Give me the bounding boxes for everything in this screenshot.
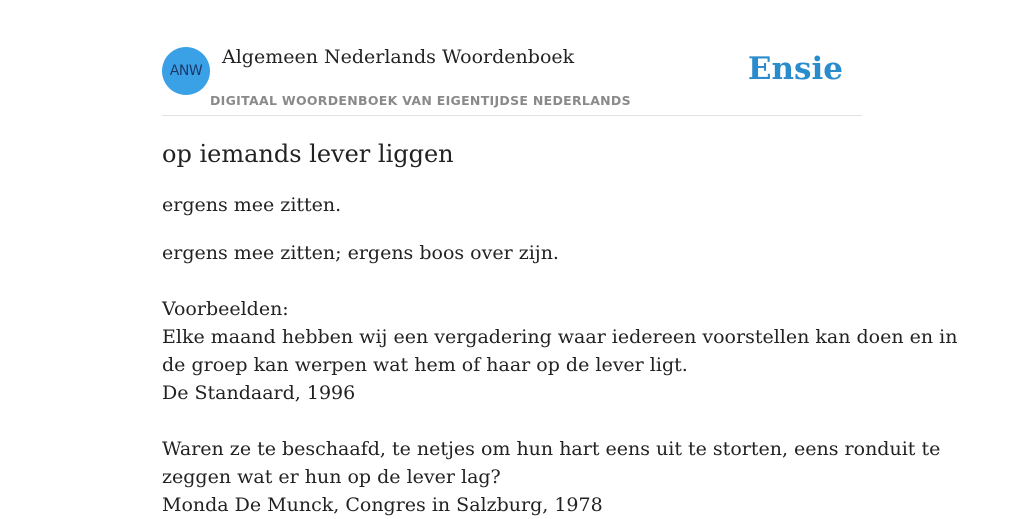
site-subtitle: DIGITAAL WOORDENBOEK VAN EIGENTIJDSE NEDERLANDS [210,93,631,108]
definition-text: ergens mee zitten; ergens boos over zijn. [162,242,559,264]
entry-body [162,239,958,519]
example-1-line-2: de groep kan werpen wat hem of haar op de lever ligt. [162,354,688,376]
short-definition: ergens mee zitten. [162,194,342,216]
example-1-line-1: Elke maand hebben wij een vergadering waar iedereen voorstellen kan doen en in [162,326,958,348]
entry-title: op iemands lever liggen [162,140,454,168]
example-2-line-1: Waren ze te beschaafd, te netjes om hun hart eens uit te storten, eens ronduit te [162,438,941,460]
example-2-source: Monda De Munck, Congres in Salzburg, 1978 [162,494,603,516]
site-header [162,0,862,116]
examples-label: Voorbeelden: [162,298,289,320]
page-container [162,0,958,516]
example-1-source: De Standaard, 1996 [162,382,356,404]
site-title[interactable]: Algemeen Nederlands Woordenboek [222,46,575,68]
anw-logo[interactable] [162,47,210,95]
example-2-line-2: zeggen wat er hun op de lever lag? [162,466,501,488]
logo-text: ANW [169,63,203,79]
ensie-brand-link[interactable]: Ensie [747,51,843,87]
